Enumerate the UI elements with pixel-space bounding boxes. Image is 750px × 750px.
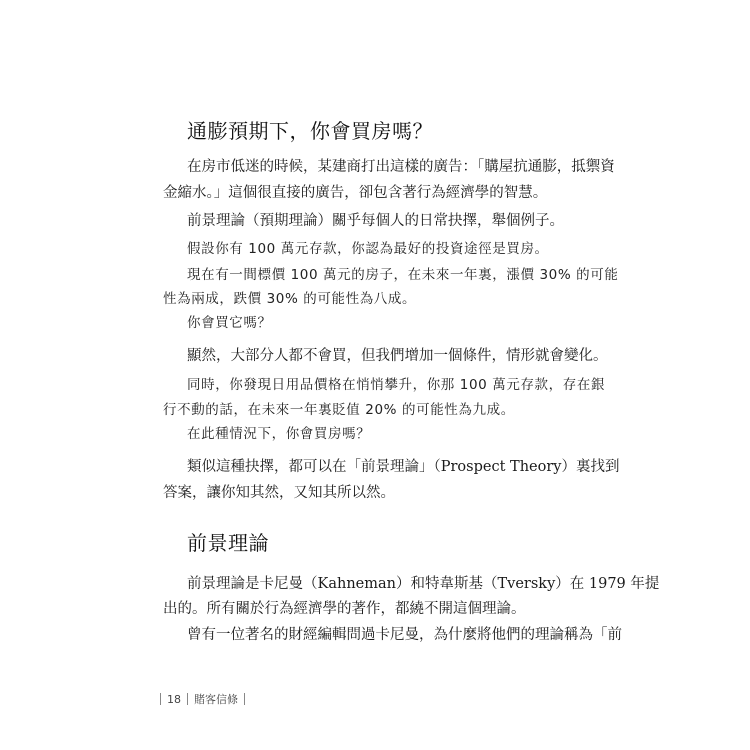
- paragraph-line: 顯然，大部分人都不會買，但我們增加一個條件，情形就會變化。: [187, 348, 608, 364]
- section-heading-prospect-theory: 前景理論: [187, 531, 269, 555]
- page-number: 18: [167, 692, 181, 706]
- section-heading-inflation: 通膨預期下，你會買房嗎？: [187, 119, 433, 143]
- paragraph-line: 前景理論（預期理論）關乎每個人的日常抉擇，舉個例子。: [187, 213, 564, 229]
- paragraph-line: 金縮水。」這個很直接的廣告，卻包含著行為經濟學的智慧。: [163, 185, 548, 201]
- paragraph-line: 出的。所有關於行為經濟學的著作，都繞不開這個理論。: [163, 601, 526, 617]
- example-line: 你會買它嗎？: [187, 315, 272, 331]
- example-line: 同時，你發現日用品價格在悄悄攀升，你那 100 萬元存款，存在銀: [187, 377, 606, 393]
- paragraph-line: 答案，讓你知其然，又知其所以然。: [163, 485, 395, 501]
- example-line: 性為兩成，跌價 30% 的可能性為八成。: [163, 291, 417, 307]
- paragraph-line: 前景理論是卡尼曼（Kahneman）和特韋斯基（Tversky）在 1979 年提: [187, 576, 660, 592]
- example-line: 行不動的話，在未來一年裏貶值 20% 的可能性為九成。: [163, 402, 515, 418]
- paragraph-line: 在房市低迷的時候，某建商打出這樣的廣告：「購屋抗通膨，抵禦資: [187, 159, 615, 175]
- book-title: 賭客信條: [194, 693, 238, 706]
- footer-divider: [187, 693, 188, 705]
- example-line: 假設你有 100 萬元存款，你認為最好的投資途徑是買房。: [187, 241, 549, 257]
- example-line: 現在有一間標價 100 萬元的房子，在未來一年裏，漲價 30% 的可能: [187, 267, 619, 283]
- paragraph-line: 曾有一位著名的財經編輯問過卡尼曼，為什麼將他們的理論稱為「前: [187, 627, 622, 643]
- footer-divider: [244, 693, 245, 705]
- example-line: 在此種情況下，你會買房嗎？: [187, 426, 371, 442]
- footer-divider: [160, 693, 161, 705]
- page-footer: [160, 691, 245, 707]
- paragraph-line: 類似這種抉擇，都可以在「前景理論」（Prospect Theory）裏找到: [187, 459, 620, 475]
